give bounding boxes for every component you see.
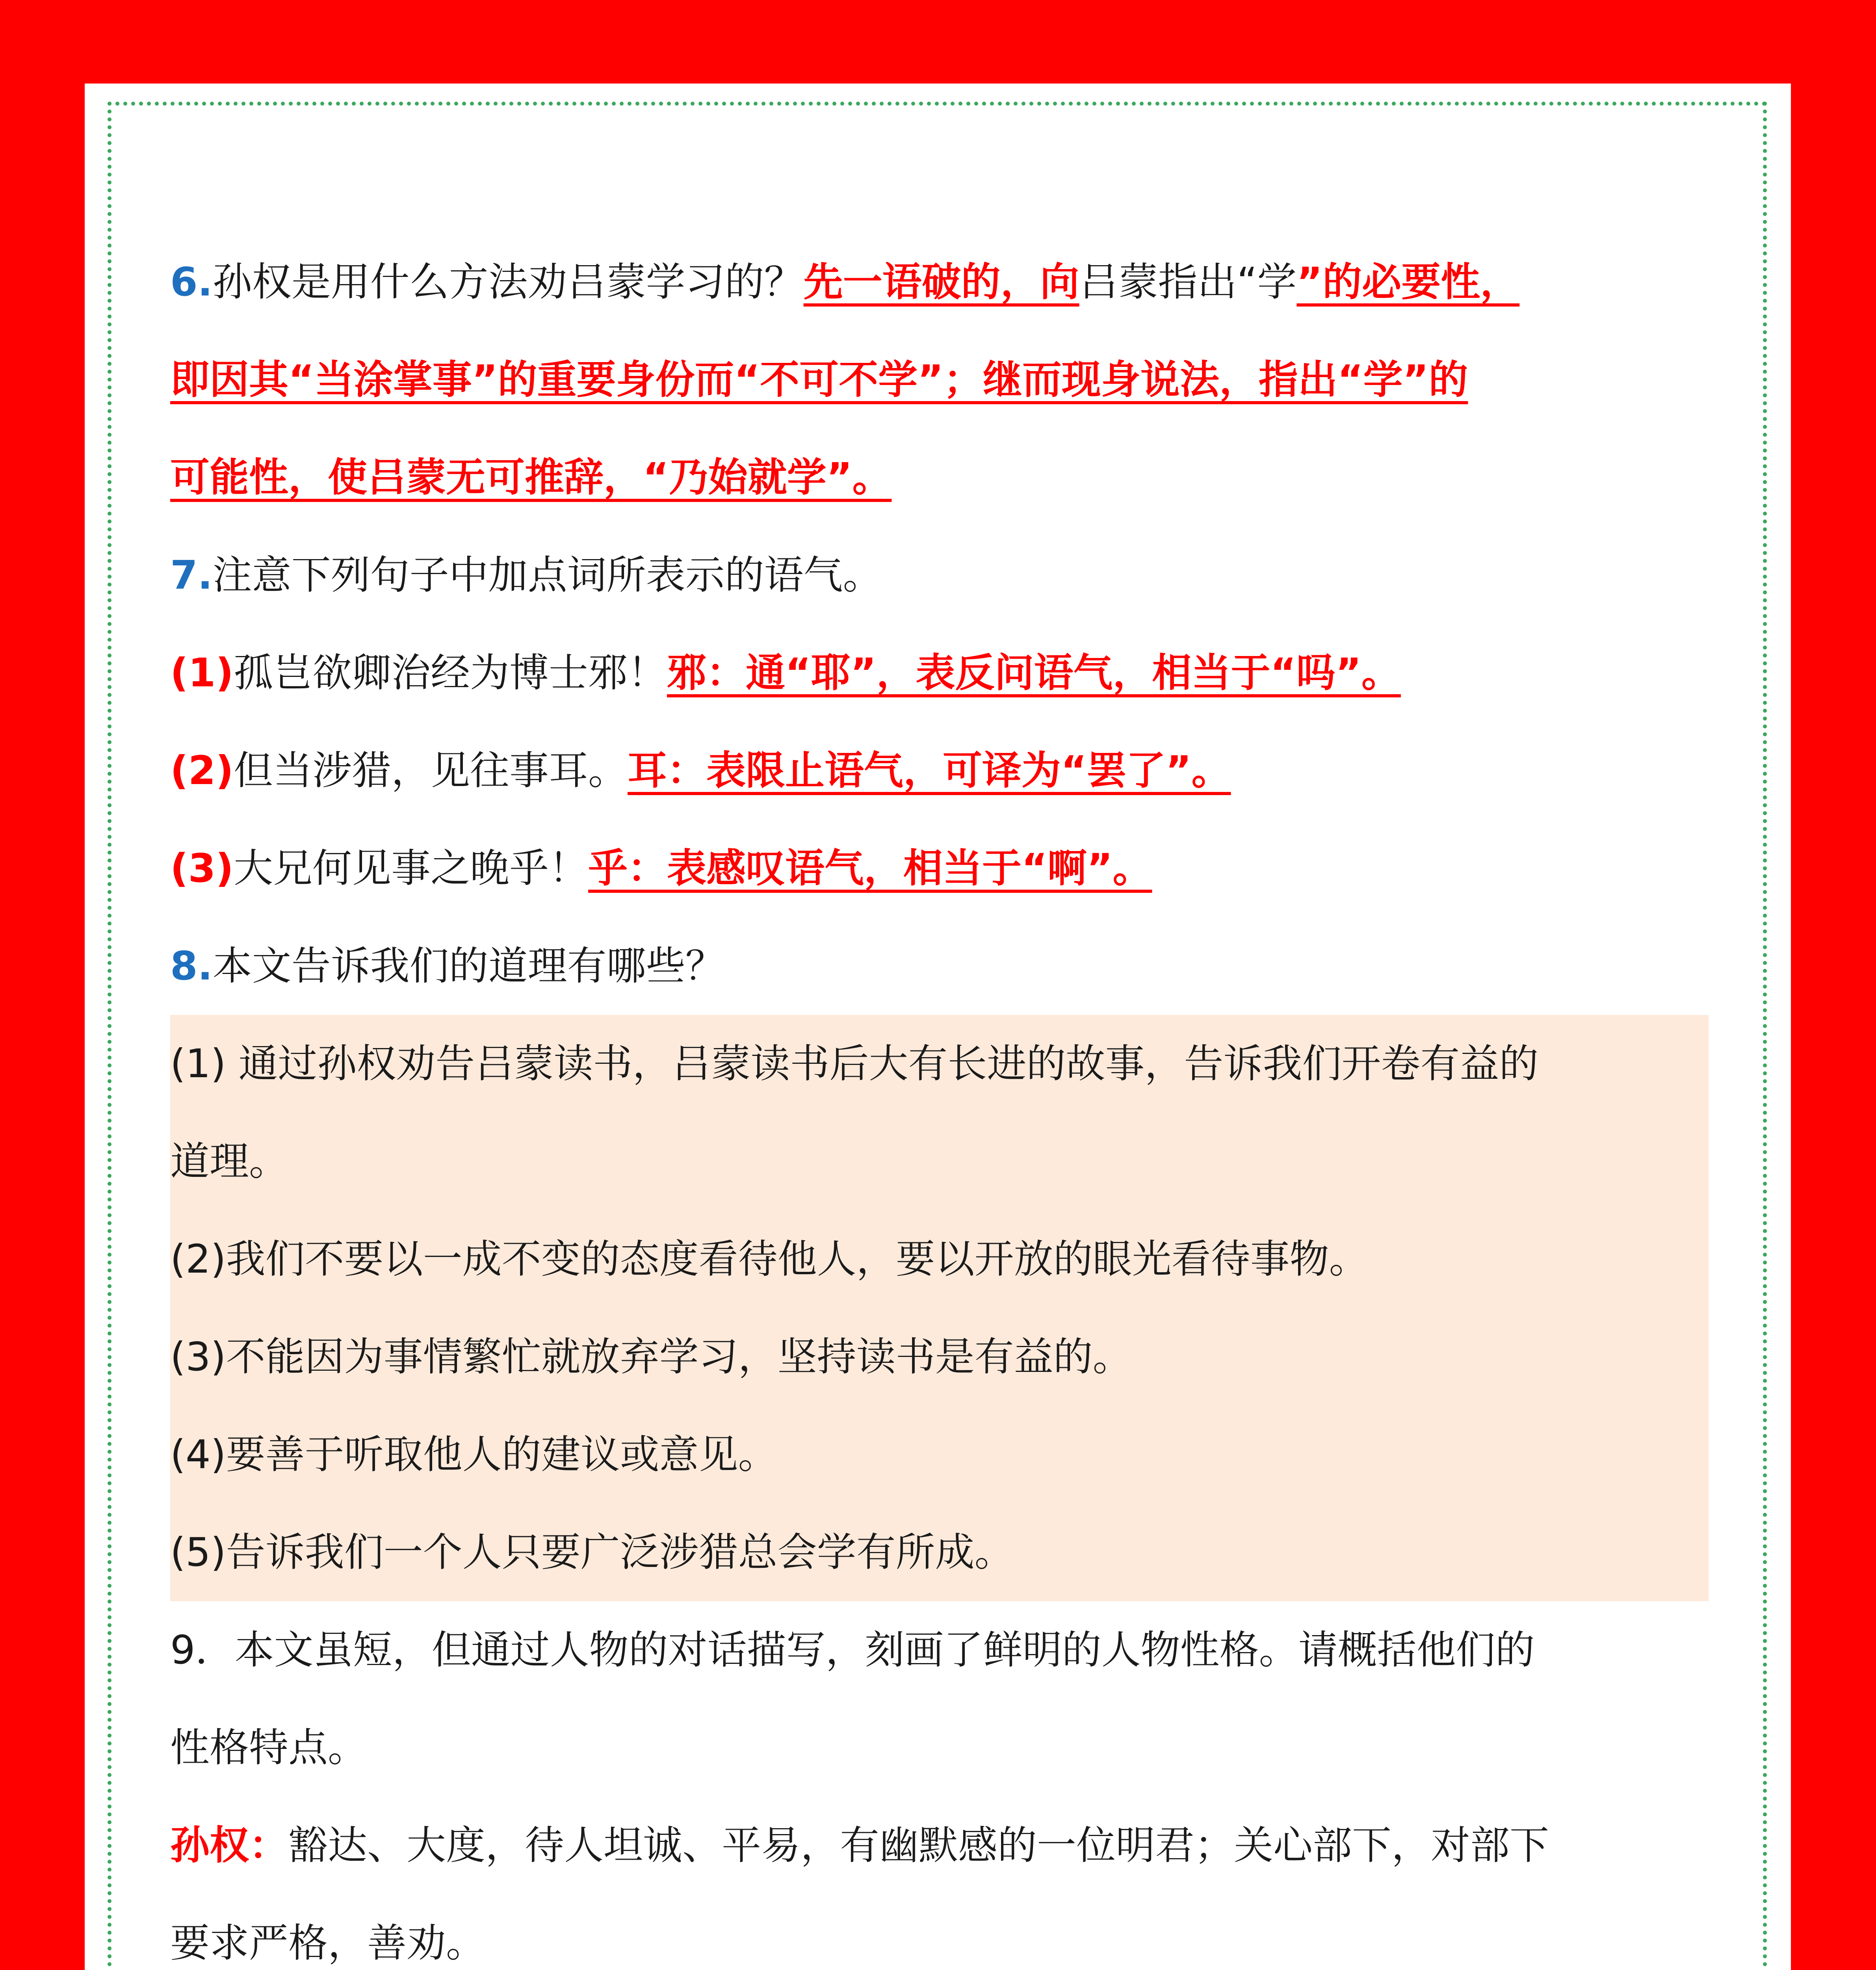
page: [85, 84, 1791, 1970]
q6-answer-line2: 即因其“当涂掌事”的重要身份而“不可不学”；继而现身说法，指出“学”的: [170, 357, 1468, 403]
q7-item-1: [170, 624, 1709, 722]
content: [170, 233, 1709, 1970]
q6-line3: [170, 429, 1709, 526]
q7-question: 注意下列句子中加点词所表示的语气。: [212, 552, 882, 598]
q7-item-1-num: (1): [170, 650, 234, 696]
q6-question: 孙权是用什么方法劝吕蒙学习的？: [212, 259, 804, 305]
q9-question-line2: 性格特点。: [170, 1725, 367, 1771]
q9-char-sunquan-desc: 豁达、大度，待人坦诚、平易，有幽默感的一位明君；关心部下，对部下: [288, 1822, 1549, 1868]
q6-sep: .: [197, 259, 213, 305]
q8-question: 本文告诉我们的道理有哪些？: [212, 943, 725, 989]
q8-answer-3: (3)不能因为事情繁忙就放弃学习，坚持读书是有益的。: [170, 1334, 1132, 1380]
q9-char-sunquan-cont: 要求严格，善劝。: [170, 1920, 485, 1966]
q7-item-2-num: (2): [170, 747, 234, 794]
q7-sep: .: [197, 552, 213, 598]
q7-item-3-answer: 乎：表感叹语气，相当于“啊”。: [588, 845, 1152, 891]
q8-sep: .: [197, 943, 213, 989]
q6-answer-a: 先一语破的，向: [803, 259, 1079, 305]
q7-item-1-text: 孤岂欲卿治经为博士邪！: [234, 650, 667, 696]
q8-answer-1-cont: 道理。: [170, 1138, 288, 1184]
q6-number: 6: [170, 259, 198, 305]
q7-item-2-answer: 耳：表限止语气，可译为“罢了”。: [628, 747, 1231, 794]
q7-number: 7: [170, 552, 198, 598]
q9-char-sunquan: [170, 1797, 1709, 1894]
q6-line2: [170, 331, 1709, 429]
q8-answer-box: [170, 1015, 1709, 1601]
q7-item-1-answer: 邪：通“耶”，表反问语气，相当于“吗”。: [667, 650, 1401, 696]
q7-item-3-num: (3): [170, 845, 234, 891]
q7-line: [170, 526, 1709, 624]
q8-answer-2: (2)我们不要以一成不变的态度看待他人，要以开放的眼光看待事物。: [170, 1236, 1369, 1282]
q9-char-sunquan-name: 孙权：: [170, 1822, 288, 1868]
q9-question-line1: 9．本文虽短，但通过人物的对话描写，刻画了鲜明的人物性格。请概括他们的: [170, 1627, 1535, 1673]
q8-answer-5: (5)告诉我们一个人只要广泛涉猎总会学有所成。: [170, 1529, 1014, 1575]
q7-item-2-text: 但当涉猎，见往事耳。: [234, 747, 628, 794]
q6-line1: [170, 233, 1709, 331]
q6-answer-b: ”的必要性，: [1296, 259, 1520, 305]
q8-line: [170, 917, 1709, 1015]
q8-number: 8: [170, 943, 198, 989]
q8-answer-4: (4)要善于听取他人的建议或意见。: [170, 1431, 778, 1478]
q6-answer-mid: 吕蒙指出“学: [1079, 259, 1297, 305]
q7-item-3-text: 大兄何见事之晚乎！: [234, 845, 588, 891]
q7-item-2: [170, 722, 1709, 820]
q6-answer-line3: 可能性，使吕蒙无可推辞，“乃始就学”。: [170, 454, 892, 500]
q8-answer-1: (1) 通过孙权劝告吕蒙读书，吕蒙读书后大有长进的故事，告诉我们开卷有益的: [170, 1041, 1539, 1087]
q7-item-3: [170, 820, 1709, 917]
